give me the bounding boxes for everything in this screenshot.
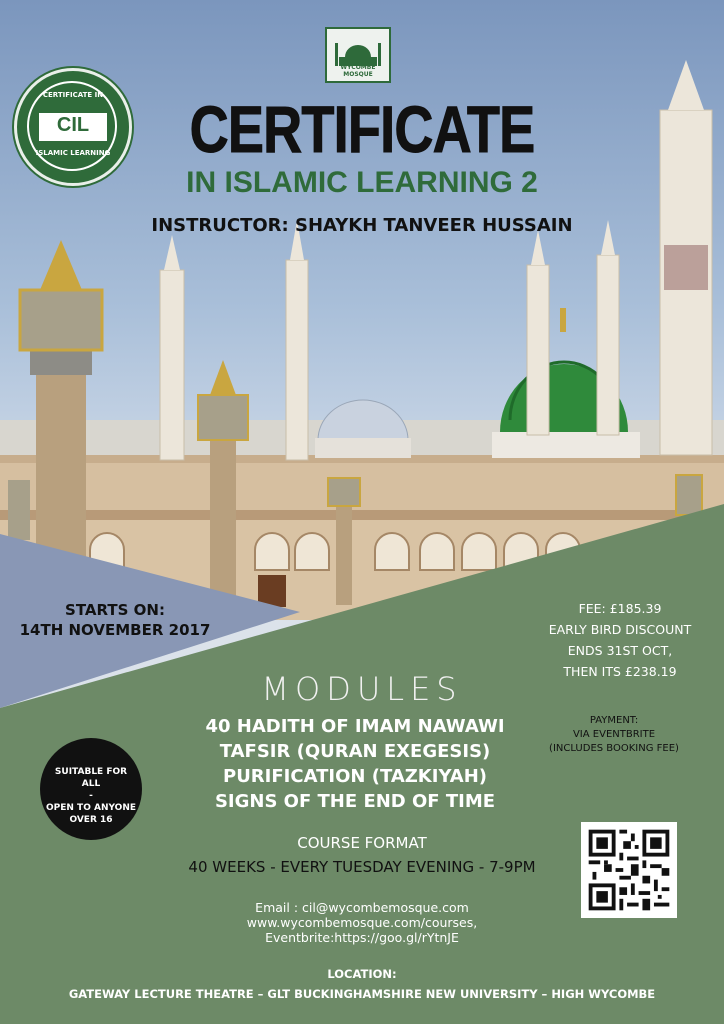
start-date-block bbox=[0, 600, 230, 640]
seal-bottom-text: ISLAMIC LEARNING bbox=[35, 149, 111, 157]
fee-line: ENDS 31ST OCT, bbox=[567, 643, 673, 658]
starts-date: 14TH NOVEMBER 2017 bbox=[19, 621, 211, 639]
module-item: 40 HADITH OF IMAM NAWAWI bbox=[205, 716, 505, 737]
location-block bbox=[0, 964, 724, 1004]
fee-line: FEE: £185.39 bbox=[578, 601, 662, 616]
seal-top-text: CERTIFICATE IN bbox=[42, 91, 104, 99]
audience-badge bbox=[40, 738, 142, 840]
payment-method: VIA EVENTBRITE bbox=[572, 729, 656, 740]
instructor: INSTRUCTOR: SHAYKH TANVEER HUSSAIN bbox=[151, 215, 573, 236]
location-label: LOCATION: bbox=[327, 967, 397, 981]
subtitle: IN ISLAMIC LEARNING 2 bbox=[186, 166, 538, 199]
modules-list bbox=[150, 714, 560, 814]
fee-line: THEN ITS £238.19 bbox=[563, 664, 677, 679]
payment-block bbox=[534, 714, 694, 756]
course-format-detail: 40 WEEKS - EVERY TUESDAY EVENING - 7-9PM bbox=[188, 858, 536, 876]
mosque-logo bbox=[325, 27, 391, 83]
qr-code-graphic bbox=[581, 822, 677, 918]
page-title: CERTIFICATE bbox=[189, 92, 535, 166]
badge-line: OVER 16 bbox=[69, 815, 113, 825]
fee-line: EARLY BIRD DISCOUNT bbox=[548, 622, 692, 637]
starts-label: STARTS ON: bbox=[65, 601, 165, 619]
mosque-icon bbox=[327, 29, 389, 69]
course-format-title: COURSE FORMAT bbox=[297, 834, 427, 852]
module-item: PURIFICATION (TAZKIYAH) bbox=[223, 766, 487, 787]
badge-line: SUITABLE FOR ALL bbox=[54, 767, 128, 789]
logo-text: WYCOMBE MOSQUE bbox=[340, 64, 376, 78]
module-item: TAFSIR (QURAN EXEGESIS) bbox=[219, 741, 491, 762]
modules-heading: MODULES bbox=[261, 670, 463, 708]
badge-separator: - bbox=[89, 791, 93, 801]
qr-code-icon[interactable] bbox=[581, 822, 677, 918]
badge-line: OPEN TO ANYONE bbox=[46, 803, 137, 813]
location-venue: GATEWAY LECTURE THEATRE – GLT BUCKINGHAMSHIRE NEW UNIVERSITY – HIGH WYCOMBE bbox=[68, 987, 656, 1001]
contact-email[interactable]: Email : cil@wycombemosque.com bbox=[255, 900, 469, 915]
module-item: SIGNS OF THE END OF TIME bbox=[214, 791, 496, 812]
seal-abbreviation: CIL bbox=[56, 114, 90, 136]
contact-website[interactable]: www.wycombemosque.com/courses, bbox=[246, 915, 478, 930]
payment-note: (INCLUDES BOOKING FEE) bbox=[549, 743, 679, 754]
contact-eventbrite[interactable]: Eventbrite:https://goo.gl/rYtnJE bbox=[265, 930, 459, 945]
payment-label: PAYMENT: bbox=[589, 715, 639, 726]
